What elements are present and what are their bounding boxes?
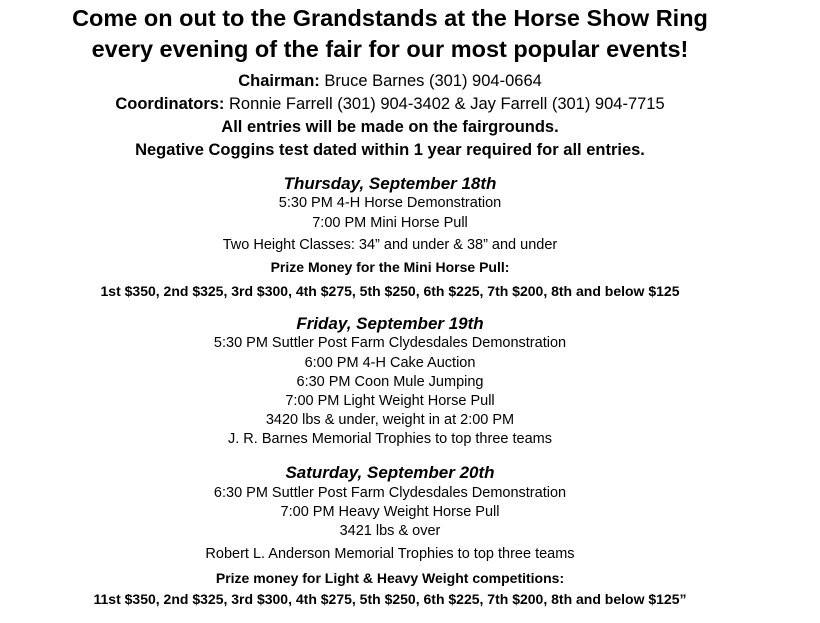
event-item: J. R. Barnes Memorial Trophies to top three teams (228, 431, 552, 447)
chairman-line (0, 73, 780, 90)
day-title-friday: Friday, September 19th (296, 314, 484, 333)
event-item: 5:30 PM 4-H Horse Demonstration (278, 195, 502, 211)
event-item: 7:00 PM Mini Horse Pull (312, 215, 468, 231)
event-item: 6:30 PM Coon Mule Jumping (296, 374, 484, 390)
day-title-thursday: Thursday, September 18th (283, 174, 497, 193)
headline-line-2: every evening of the fair for our most popular events! (91, 36, 689, 62)
chairman-label: Chairman: (238, 72, 320, 90)
event-item: 6:30 PM Suttler Post Farm Clydesdales Demonstration (213, 485, 567, 501)
entries-note: All entries will be made on the fairgrounds. (221, 118, 559, 136)
headline-line-1: Come on out to the Grandstands at the Horse Show Ring (72, 5, 708, 31)
prize-heading-saturday: Prize money for Light & Heavy Weight competitions: (215, 570, 565, 586)
prize-heading-thursday: Prize Money for the Mini Horse Pull: (270, 259, 510, 275)
event-item: 6:00 PM 4-H Cake Auction (304, 355, 476, 371)
event-item: 7:00 PM Light Weight Horse Pull (285, 393, 495, 409)
day-title-saturday: Saturday, September 20th (285, 463, 495, 482)
event-item: Two Height Classes: 34” and under & 38” and under (222, 237, 558, 253)
event-item: 3421 lbs & over (339, 523, 441, 539)
event-item: 3420 lbs & under, weight in at 2:00 PM (265, 412, 515, 428)
prize-line-saturday: 11st $350, 2nd $325, 3rd $300, 4th $275, 5th $250, 6th $225, 7th $200, 8th and below $125” (93, 591, 687, 607)
coordinators-line (0, 96, 780, 113)
prize-line-thursday: 1st $350, 2nd $325, 3rd $300, 4th $275, 5th $250, 6th $225, 7th $200, 8th and below $125 (100, 283, 680, 299)
event-item: 5:30 PM Suttler Post Farm Clydesdales Demonstration (213, 335, 567, 351)
coordinators-value: Ronnie Farrell (301) 904-3402 & Jay Farrell (301) 904-7715 (229, 95, 665, 113)
event-item: Robert L. Anderson Memorial Trophies to top three teams (205, 546, 575, 562)
coggins-note: Negative Coggins test dated within 1 year required for all entries. (135, 141, 645, 159)
chairman-value: Bruce Barnes (301) 904-0664 (324, 72, 542, 90)
coordinators-label: Coordinators: (115, 95, 225, 113)
event-item: 7:00 PM Heavy Weight Horse Pull (280, 504, 500, 520)
